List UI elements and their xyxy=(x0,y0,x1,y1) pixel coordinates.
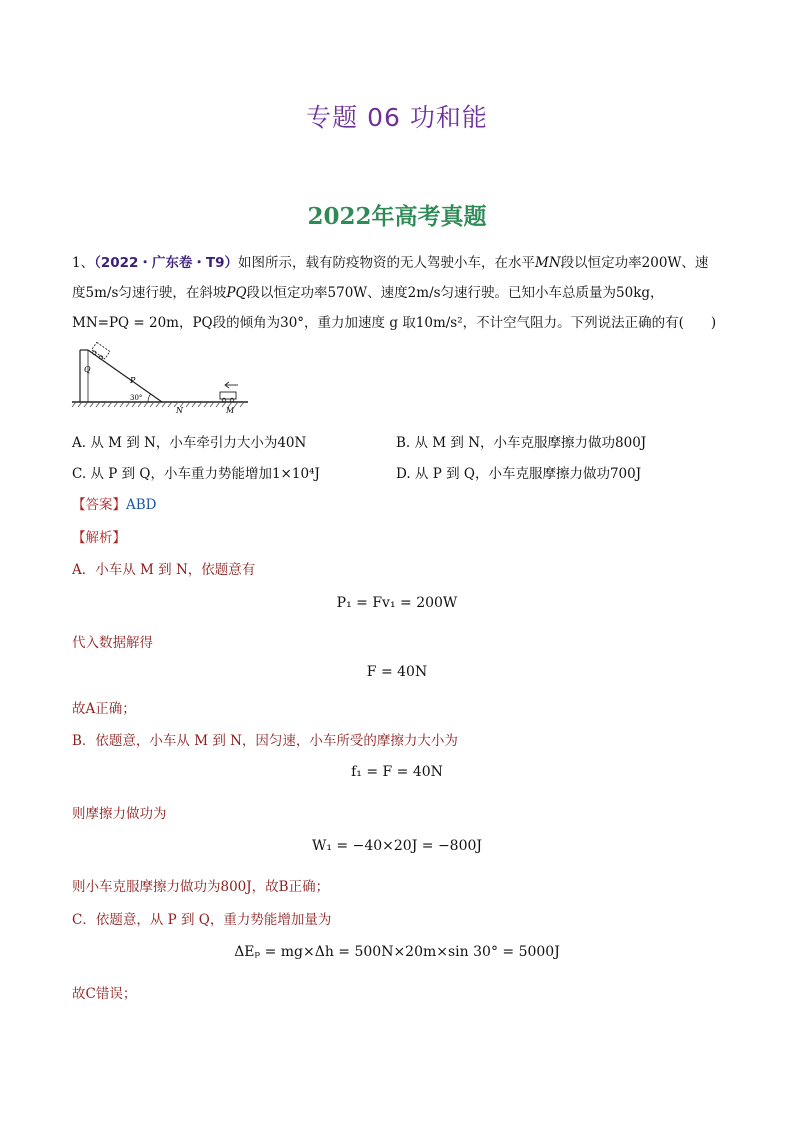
question-text-2: 段以恒定功率200W、速 xyxy=(560,255,709,271)
label-m: M xyxy=(226,406,235,415)
option-b: B. 从 M 到 N，小车克服摩擦力做功800J xyxy=(396,435,647,451)
label-n: N xyxy=(176,406,183,415)
analysis-a-end: 故A正确； xyxy=(72,701,136,717)
label-p: P xyxy=(130,376,136,385)
option-c: C. 从 P 到 Q，小车重力势能增加1×10⁴J xyxy=(72,466,320,482)
analysis-a-intro: A．小车从 M 到 N，依题意有 xyxy=(72,562,256,578)
equation-1: P₁ = Fv₁ = 200W xyxy=(336,595,458,611)
label-pq: PQ xyxy=(226,285,247,301)
analysis-b-mid: 则摩擦力做功为 xyxy=(72,806,167,822)
question-source: （2022・广东卷・T9） xyxy=(94,255,239,271)
equation-2: F = 40N xyxy=(366,664,428,680)
analysis-c-end: 故C错误； xyxy=(72,986,137,1002)
label-mn: MN xyxy=(535,255,561,271)
equation-4: W₁ = −40×20J = −800J xyxy=(311,838,483,854)
option-d: D. 从 P 到 Q，小车克服摩擦力做功700J xyxy=(396,466,642,482)
incline-diagram xyxy=(70,340,250,420)
analysis-a-mid: 代入数据解得 xyxy=(72,635,153,651)
analysis-b-end: 则小车克服摩擦力做功为800J，故B正确； xyxy=(72,879,330,895)
label-angle: 30° xyxy=(130,394,143,402)
question-number: 1、 xyxy=(72,255,95,271)
answer-value: ABD xyxy=(126,497,157,513)
question-text-5: MN=PQ = 20m，PQ段的倾角为30°，重力加速度 g 取10m/s²，不计空气阻力。下列说法正确的有( ) xyxy=(72,315,717,331)
question-text-3: 度5m/s匀速行驶，在斜坡 xyxy=(72,285,227,301)
answer-line xyxy=(72,493,157,513)
analysis-b-intro: B．依题意，小车从 M 到 N，因匀速，小车所受的摩擦力大小为 xyxy=(72,733,458,749)
option-a: A. 从 M 到 N，小车牵引力大小为40N xyxy=(72,435,307,451)
question-text-4: 段以恒定功率570W、速度2m/s匀速行驶。已知小车总质量为50kg， xyxy=(246,285,664,301)
answer-label: 【答案】 xyxy=(72,497,126,513)
equation-3: f₁ = F = 40N xyxy=(351,764,443,780)
page-title: 专题 06 功和能 xyxy=(306,103,488,132)
question-text-1: 如图所示，载有防疫物资的无人驾驶小车，在水平 xyxy=(238,255,536,271)
section-title: 2022年高考真题 xyxy=(307,203,487,230)
label-q: Q xyxy=(84,365,91,374)
analysis-label: 【解析】 xyxy=(72,530,126,546)
question-text xyxy=(72,248,732,338)
analysis-c-intro: C．依题意，从 P 到 Q，重力势能增加量为 xyxy=(72,912,332,928)
equation-5: ΔEₚ = mg×Δh = 500N×20m×sin 30° = 5000J xyxy=(234,944,560,960)
